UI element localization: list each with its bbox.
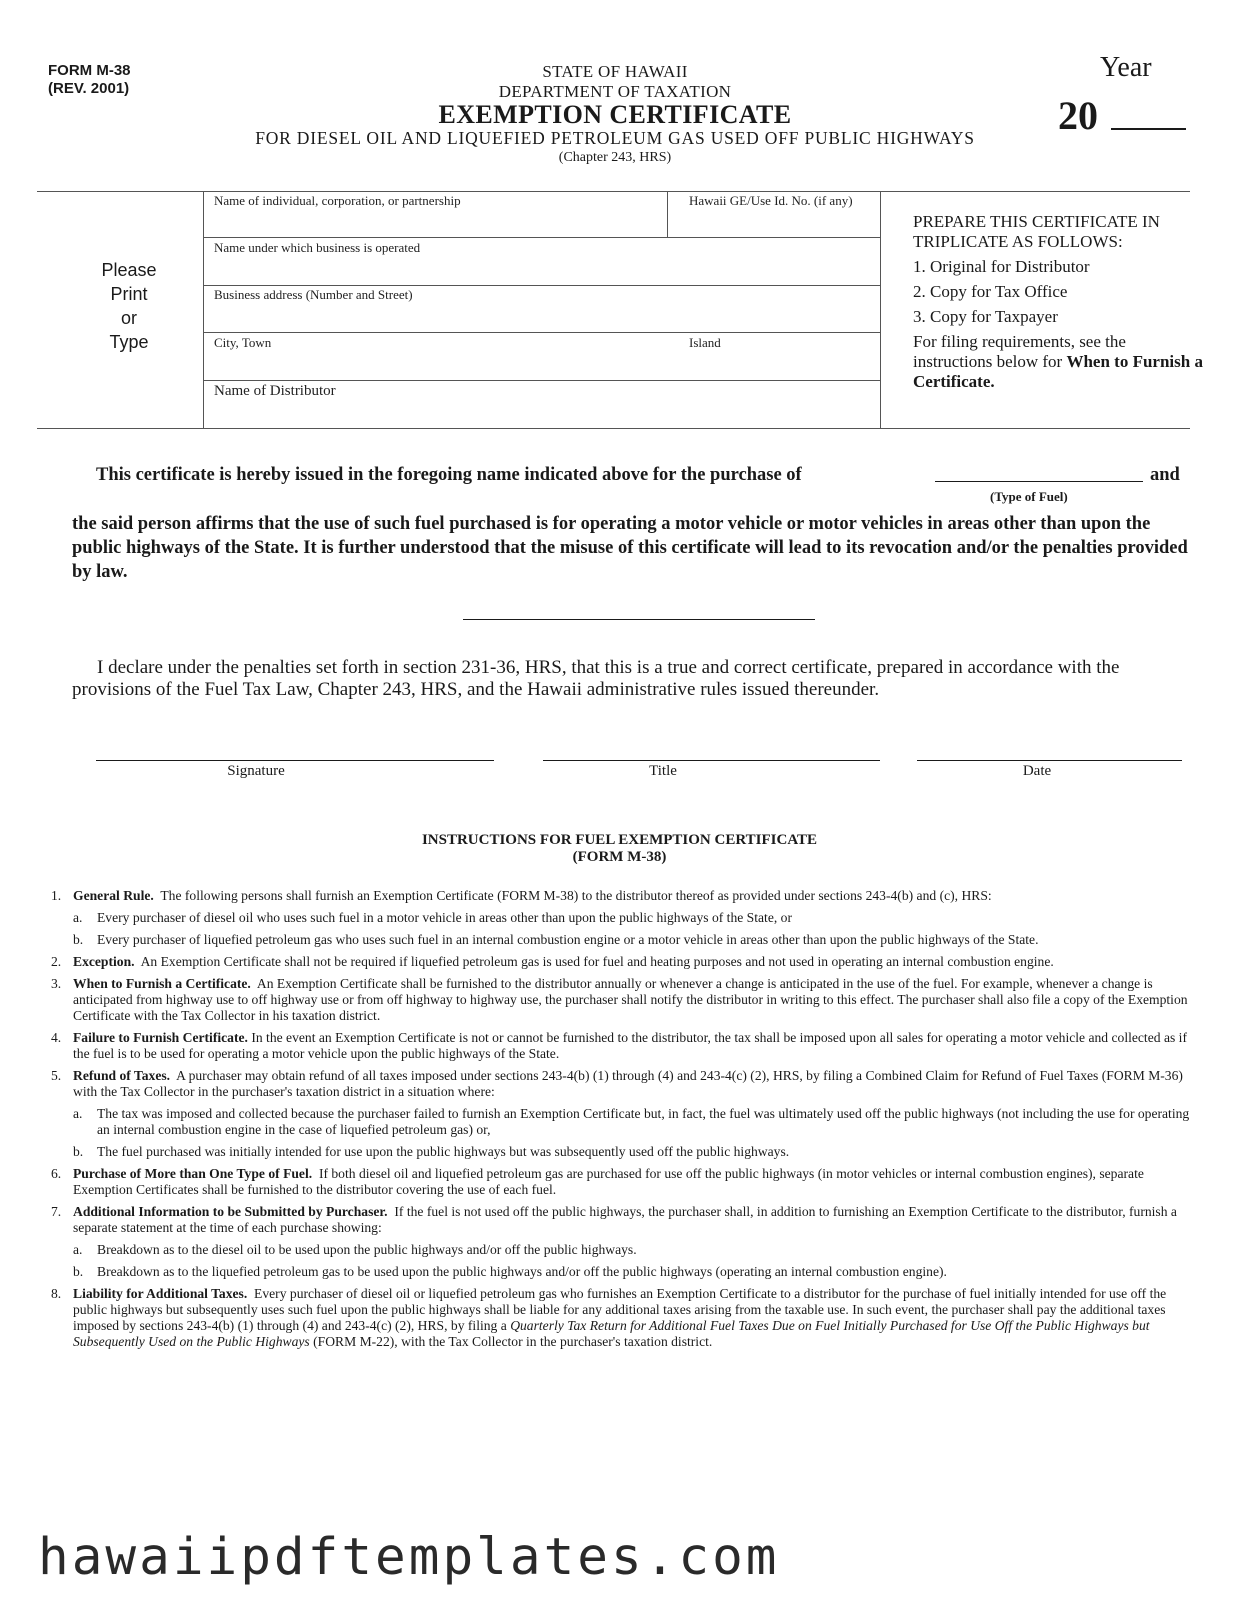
prepare-heading: PREPARE THIS CERTIFICATE IN TRIPLICATE AS FOLLOWS: [913,212,1160,251]
item-number: 1. [51,888,62,903]
item-text: Breakdown as to the diesel oil to be used upon the public highways and/or off the public highways. [97,1242,637,1257]
certificate-statement-line1: This certificate is hereby issued in the foregoing name indicated above for the purchase of [96,465,802,485]
page-subtitle: FOR DIESEL OIL AND LIQUEFIED PETROLEUM GAS USED OFF PUBLIC HIGHWAYS [255,128,975,148]
address-field[interactable] [214,287,874,329]
instructions-title [300,832,939,866]
item-text: If the fuel is not used off the public highways, the purchaser shall, in addition to furnishing an Exemption Certificate to the distributor, furnish a separate statement at the time of each purchase showing: [73,1204,1177,1235]
distributor-field-label: Name of Distributor [214,383,336,399]
signature-label: Signature [227,763,285,779]
item-number: b. [73,1264,84,1279]
item-number: a. [73,1242,83,1257]
please-print-note [85,258,173,354]
prepare-item: 3. Copy for Taxpayer [913,307,1058,326]
prepare-instructions [913,212,1203,392]
year-input-line[interactable] [1111,128,1186,130]
name-field-label: Name of individual, corporation, or partnership [214,193,461,208]
item-number: b. [73,932,84,947]
form-number [48,62,131,98]
instructions-heading: INSTRUCTIONS FOR FUEL EXEMPTION CERTIFICATE [421,832,818,848]
item-number: 8. [51,1286,62,1301]
item-heading: Failure to Furnish Certificate. [73,1030,248,1045]
instruction-item [45,888,1195,904]
box-top-border [37,191,1190,192]
date-input[interactable] [917,760,1182,761]
instruction-subitem [45,1106,1195,1138]
declaration-text: I declare under the penalties set forth in section 231-36, HRS, that this is a true and correct certificate, prepared in accordance with the provisions of the Fuel Tax Law, Chapter 243, HRS, and the Hawaii administrative rules issued thereunder. [72,657,1120,700]
item-text: In the event an Exemption Certificate is not or cannot be furnished to the distributor, the tax shall be imposed upon all sales for operating a motor vehicle and collected as if the fuel is to be used for operating a motor vehicle upon the public highways of the State. [73,1030,1187,1061]
certificate-and: and [1150,465,1180,485]
row-divider-3 [203,332,880,333]
instruction-item [45,1204,1195,1236]
item-heading: When to Furnish a Certificate. [73,976,251,991]
item-italic-text: Quarterly Tax Return for Additional Fuel Taxes Due on Fuel Initially Purchased for Use Off the Public Highways but Subsequently Used on the Public Highways [73,1318,1150,1349]
separator-line [463,619,815,620]
island-field-label: Island [689,335,721,350]
state-name: STATE OF HAWAII [542,62,688,81]
prepare-note-text: For filing requirements, see the instructions below for [913,332,1126,371]
item-heading: Refund of Taxes. [73,1068,171,1083]
item-number: 7. [51,1204,62,1219]
item-number: a. [73,910,83,925]
watermark: hawaiipdftemplates.com [38,1528,780,1587]
item-heading: General Rule. [73,888,154,903]
year-prefix: 20 [1058,93,1098,138]
row-divider-1 [203,237,880,238]
business-name-field-label: Name under which business is operated [214,240,421,255]
item-text: A purchaser may obtain refund of all taxes imposed under sections 243-4(b) (1) through (4) and 243-4(c) (2), HRS, by filing a Combined Claim for Refund of Fuel Taxes (FORM M-36) with the Tax Collector in the purchaser's taxation district in a situation where: [73,1068,1183,1099]
island-field[interactable] [689,335,874,377]
certificate-affirmation: the said person affirms that the use of such fuel purchased is for operating a motor vehicle or motor vehicles in areas other than upon the public highways of the State. It is further understood that the misuse of this certificate will lead to its revocation and/or the penalties provided by law. [72,514,1188,582]
item-heading: Purchase of More than One Type of Fuel. [73,1166,313,1181]
item-text: An Exemption Certificate shall be furnished to the distributor annually or whenever a change is anticipated in the use of the fuel. For example, whenever a change is anticipated from highway use to off highway use or from off highway to highway use, the purchaser shall notify the distributor in writing to this effect. The purchaser shall also file a copy of the Exemption Certificate with the Tax Collector in his taxation district. [73,976,1188,1023]
distributor-field[interactable] [214,383,874,425]
item-number: a. [73,1106,83,1121]
item-number: 5. [51,1068,62,1083]
item-heading: Additional Information to be Submitted by Purchaser. [73,1204,388,1219]
please-print-line: Type [109,332,149,352]
box-right-divider [880,191,881,428]
item-heading: Liability for Additional Taxes. [73,1286,248,1301]
ge-id-divider [667,191,668,237]
instruction-subitem [45,1264,1195,1280]
department-name: DEPARTMENT OF TAXATION [498,82,732,101]
fuel-type-label: (Type of Fuel) [990,489,1068,504]
item-number: 4. [51,1030,62,1045]
instruction-item [45,1068,1195,1100]
signature-input[interactable] [96,760,494,761]
item-text: Every purchaser of diesel oil or liquefied petroleum gas who furnishes an Exemption Certificate to a distributor for the purchase of fuel initially intended for use off the public highways but subsequently uses such fuel upon the public highways shall be liable for any additional taxes arising from the taxable use. In such event, the purchaser shall pay the additional taxes imposed by sections 243-4(b) (1) through (4) and 243-4(c) (2), HRS, by filing a [73,1286,1167,1333]
box-bottom-border [37,428,1190,429]
year-label: Year [1100,52,1152,83]
ge-id-field[interactable] [689,193,874,235]
fuel-type-input[interactable] [935,481,1143,482]
item-text: If both diesel oil and liquefied petroleum gas are purchased for use off the public highways (in motor vehicles or internal combustion engines), separate Exemption Certificates shall be furnished to the distributor covering the use of each fuel. [73,1166,1144,1197]
item-text: Every purchaser of diesel oil who uses such fuel in a motor vehicle in areas other than upon the public highways of the State, or [97,910,792,925]
prepare-note [913,332,1203,392]
item-number: 3. [51,976,62,991]
prepare-note-bold: When to Furnish a Certificate. [913,352,1203,391]
instruction-subitem [45,1144,1195,1160]
item-number: 6. [51,1166,62,1181]
page-title: EXEMPTION CERTIFICATE [438,100,792,129]
city-field-label: City, Town [214,335,272,350]
instruction-subitem [45,932,1195,948]
title-input[interactable] [543,760,880,761]
item-heading: Exception. [73,954,135,969]
item-text: The fuel purchased was initially intended for use upon the public highways but was subsequently used off the public highways. [97,1144,790,1159]
form-number-text: FORM M-38 [48,62,131,79]
instruction-item [45,954,1195,970]
form-revision: (REV. 2001) [48,80,130,97]
prepare-item: 2. Copy for Tax Office [913,282,1068,301]
please-print-line: or [120,308,137,328]
row-divider-4 [203,380,880,381]
instruction-subitem [45,910,1195,926]
ge-id-field-label: Hawaii GE/Use Id. No. (if any) [689,193,853,208]
instruction-item [45,1166,1195,1198]
instruction-item [45,976,1195,1024]
item-tail-text: (FORM M-22), with the Tax Collector in the purchaser's taxation district. [309,1334,713,1349]
instructions-list [45,888,1195,1356]
city-field[interactable] [214,335,674,377]
instruction-item [45,1286,1195,1350]
instructions-form-ref: (FORM M-38) [572,849,667,865]
instruction-item [45,1030,1195,1062]
item-text: Every purchaser of liquefied petroleum gas who uses such fuel in an internal combustion engine or a motor vehicle in areas other than upon the public highways of the State. [97,932,1039,947]
prepare-item: 1. Original for Distributor [913,257,1090,276]
name-field[interactable] [214,193,654,235]
item-text: An Exemption Certificate shall not be required if liquefied petroleum gas is used for fuel and heating purposes and not used in operating an internal combustion engine. [140,954,1054,969]
address-field-label: Business address (Number and Street) [214,287,413,302]
item-text: Breakdown as to the liquefied petroleum gas to be used upon the public highways and/or off the public highways (operating an internal combustion engine). [97,1264,947,1279]
item-number: b. [73,1144,84,1159]
item-number: 2. [51,954,62,969]
please-print-line: Print [110,284,148,304]
instruction-subitem [45,1242,1195,1258]
box-left-divider [203,191,204,428]
please-print-line: Please [101,260,157,280]
title-label: Title [649,763,677,779]
row-divider-2 [203,285,880,286]
item-text: The following persons shall furnish an Exemption Certificate (FORM M-38) to the distributor thereof as provided under sections 243-4(b) and (c), HRS: [160,888,992,903]
item-text: The tax was imposed and collected because the purchaser failed to furnish an Exemption Certificate but, in fact, the fuel was ultimately used off the public highways (not including the use for operating an internal combustion engine in the case of liquefied petroleum gas) or, [97,1106,1190,1137]
chapter-reference: (Chapter 243, HRS) [558,150,672,165]
date-label: Date [1022,763,1052,779]
business-name-field[interactable] [214,240,874,282]
